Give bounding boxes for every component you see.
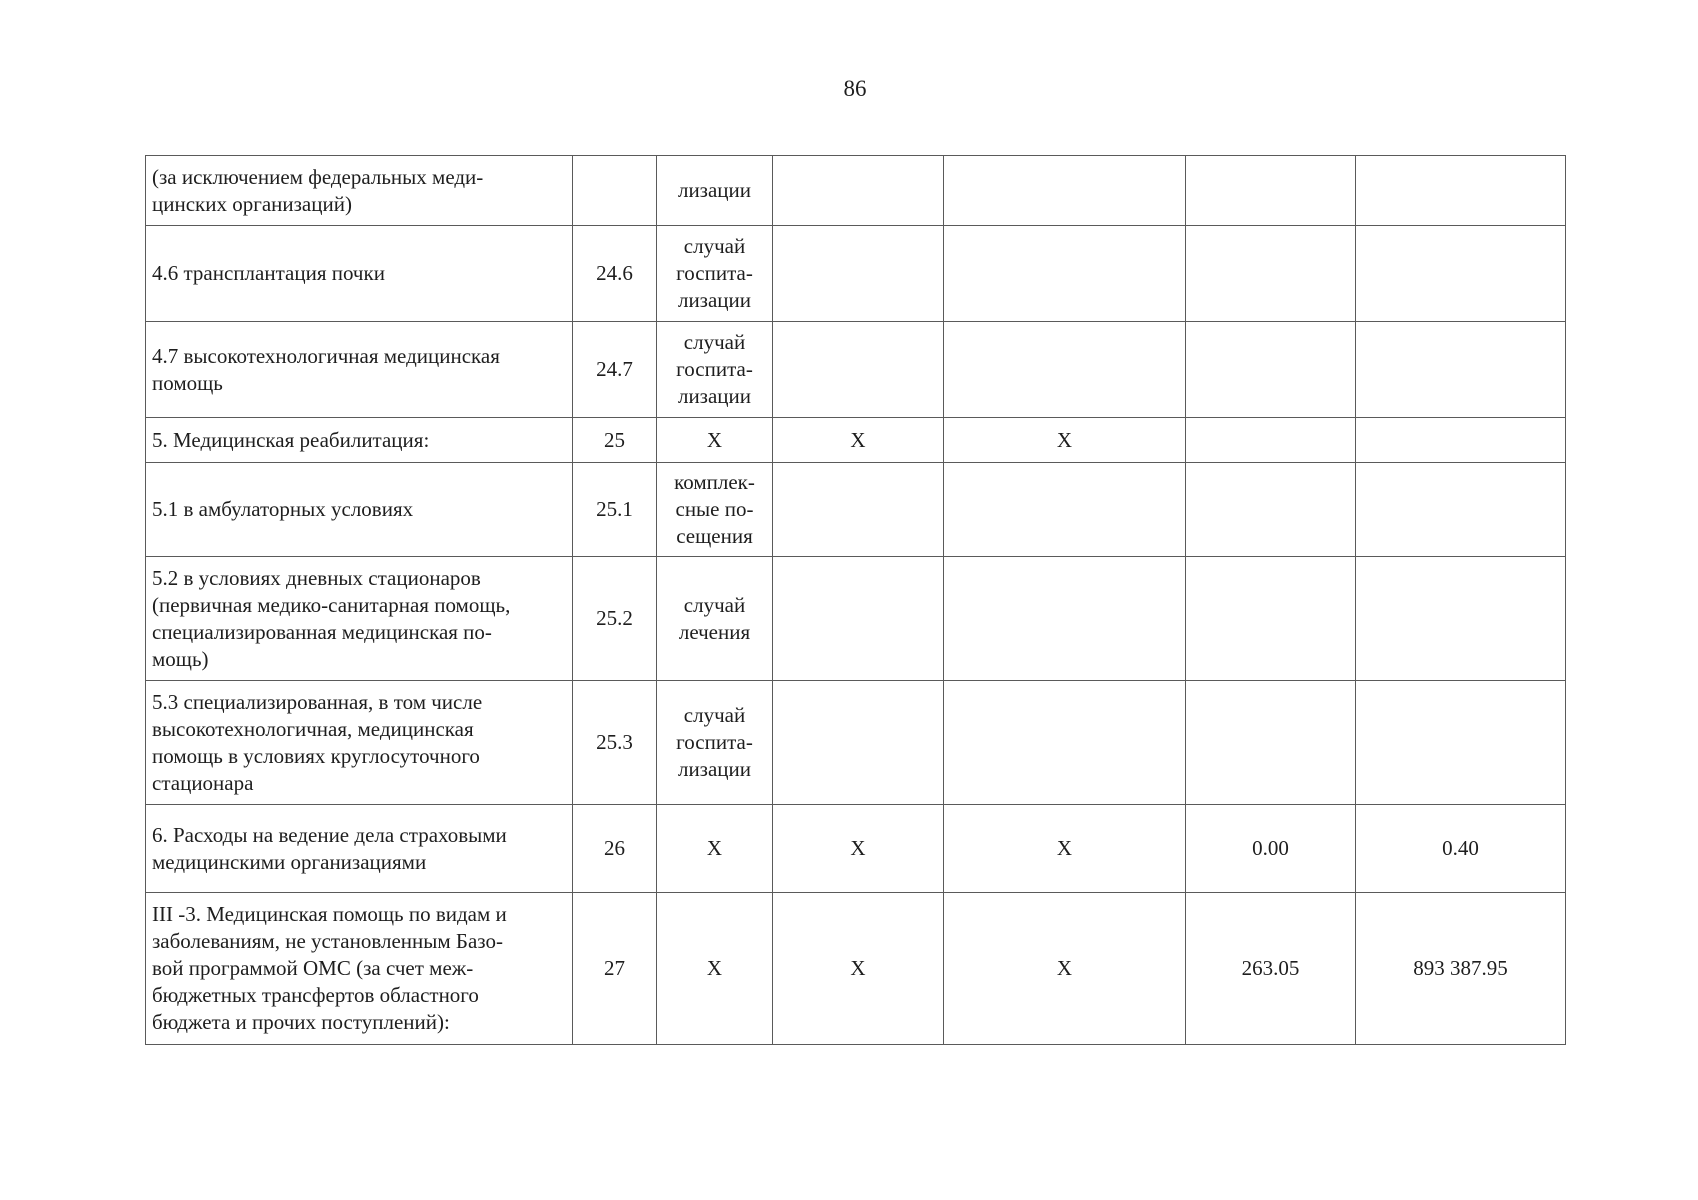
row-value-4: Х	[773, 893, 944, 1045]
table-row	[146, 557, 1566, 681]
row-value-5	[944, 322, 1186, 418]
row-unit: случай лечения	[657, 557, 773, 681]
row-value-4: Х	[773, 805, 944, 893]
row-name: 4.7 высокотехнологичная медицинская помощь	[146, 322, 573, 418]
row-unit: случай госпита- лизации	[657, 322, 773, 418]
table-body	[146, 156, 1566, 1045]
row-unit: Х	[657, 893, 773, 1045]
table-row	[146, 681, 1566, 805]
row-value-4	[773, 463, 944, 557]
row-value-5: Х	[944, 893, 1186, 1045]
row-value-7	[1356, 156, 1566, 226]
row-value-7	[1356, 681, 1566, 805]
row-unit: Х	[657, 805, 773, 893]
row-value-4	[773, 226, 944, 322]
row-value-6	[1186, 322, 1356, 418]
row-unit: лизации	[657, 156, 773, 226]
row-value-6	[1186, 418, 1356, 463]
row-value-6	[1186, 226, 1356, 322]
table-row	[146, 156, 1566, 226]
row-value-4	[773, 681, 944, 805]
row-value-6	[1186, 156, 1356, 226]
row-code: 27	[573, 893, 657, 1045]
row-value-7	[1356, 226, 1566, 322]
row-name: 5. Медицинская реабилитация:	[146, 418, 573, 463]
row-unit: комплек- сные по- сещения	[657, 463, 773, 557]
row-value-5: Х	[944, 418, 1186, 463]
table-row	[146, 463, 1566, 557]
row-value-4: Х	[773, 418, 944, 463]
row-code: 26	[573, 805, 657, 893]
row-value-7	[1356, 463, 1566, 557]
row-value-5	[944, 226, 1186, 322]
row-code: 24.7	[573, 322, 657, 418]
row-name: 5.1 в амбулаторных условиях	[146, 463, 573, 557]
table-row	[146, 805, 1566, 893]
row-name: 5.3 специализированная, в том числе высокотехнологичная, медицинская помощь в условиях круглосуточного стационара	[146, 681, 573, 805]
row-name: 6. Расходы на ведение дела страховыми медицинскими организациями	[146, 805, 573, 893]
row-value-5	[944, 156, 1186, 226]
row-value-7	[1356, 557, 1566, 681]
table-row	[146, 226, 1566, 322]
program-table	[145, 155, 1566, 1045]
row-name: 4.6 трансплантация почки	[146, 226, 573, 322]
row-value-4	[773, 322, 944, 418]
row-value-6: 263.05	[1186, 893, 1356, 1045]
row-code	[573, 156, 657, 226]
row-code: 25.1	[573, 463, 657, 557]
table-row	[146, 893, 1566, 1045]
row-name: III -3. Медицинская помощь по видам и заболеваниям, не установленным Базо- вой программой ОМС (за счет меж- бюджетных трансфертов областного бюджета и прочих поступлений):	[146, 893, 573, 1045]
row-value-7	[1356, 418, 1566, 463]
row-value-6	[1186, 463, 1356, 557]
row-unit: случай госпита- лизации	[657, 226, 773, 322]
row-value-6: 0.00	[1186, 805, 1356, 893]
row-value-7: 893 387.95	[1356, 893, 1566, 1045]
row-unit: случай госпита- лизации	[657, 681, 773, 805]
row-value-4	[773, 156, 944, 226]
row-value-7	[1356, 322, 1566, 418]
row-name: 5.2 в условиях дневных стационаров (первичная медико-санитарная помощь, специализированная медицинская по- мощь)	[146, 557, 573, 681]
row-value-4	[773, 557, 944, 681]
row-name: (за исключением федеральных меди- цинских организаций)	[146, 156, 573, 226]
row-value-5	[944, 557, 1186, 681]
row-code: 24.6	[573, 226, 657, 322]
row-value-6	[1186, 681, 1356, 805]
row-value-5	[944, 463, 1186, 557]
row-unit: Х	[657, 418, 773, 463]
row-code: 25	[573, 418, 657, 463]
table-row	[146, 322, 1566, 418]
row-value-5: Х	[944, 805, 1186, 893]
row-value-5	[944, 681, 1186, 805]
page-number: 86	[843, 76, 867, 101]
row-code: 25.2	[573, 557, 657, 681]
row-value-7: 0.40	[1356, 805, 1566, 893]
row-value-6	[1186, 557, 1356, 681]
table-row	[146, 418, 1566, 463]
row-code: 25.3	[573, 681, 657, 805]
